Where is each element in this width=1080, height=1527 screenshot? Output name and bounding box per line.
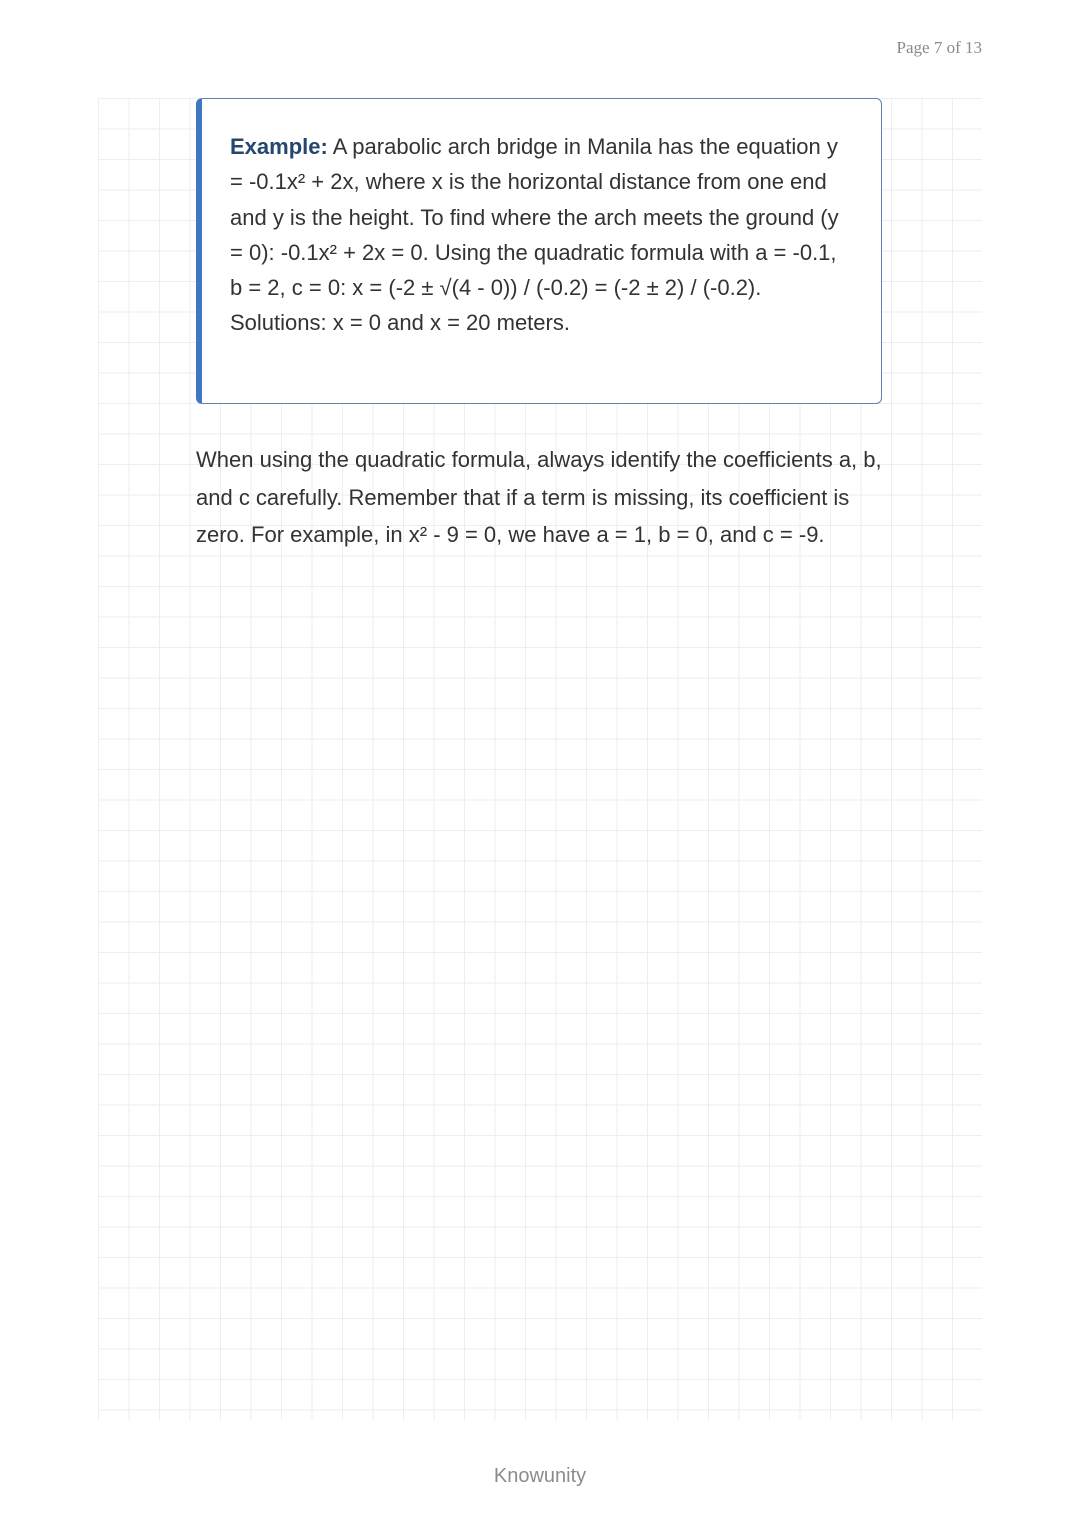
body-paragraph: When using the quadratic formula, always identify the coefficients a, b, and c carefully. Remember that if a term is missing, its coefficient is zero. For example, in x² - 9 = 0, we have a = 1, b = 0, and c = -9. <box>196 447 882 548</box>
example-text <box>230 129 841 341</box>
example-body: A parabolic arch bridge in Manila has the equation y = -0.1x² + 2x, where x is the horizontal distance from one end and y is the height. To find where the arch meets the ground (y = 0): -0.1x² + 2x = 0. Using the quadratic formula with a = -0.1, b = 2, c = 0: x = (-2 ± √(4 - 0)) / (-0.2) = (-2 ± 2) / (-0.2). Solutions: x = 0 and x = 20 meters. <box>230 134 839 336</box>
page-number: Page 7 of 13 <box>896 38 982 57</box>
example-callout-box <box>196 98 882 404</box>
example-label: Example: <box>230 134 328 159</box>
footer-brand-logo: Knowunity <box>493 1465 587 1487</box>
